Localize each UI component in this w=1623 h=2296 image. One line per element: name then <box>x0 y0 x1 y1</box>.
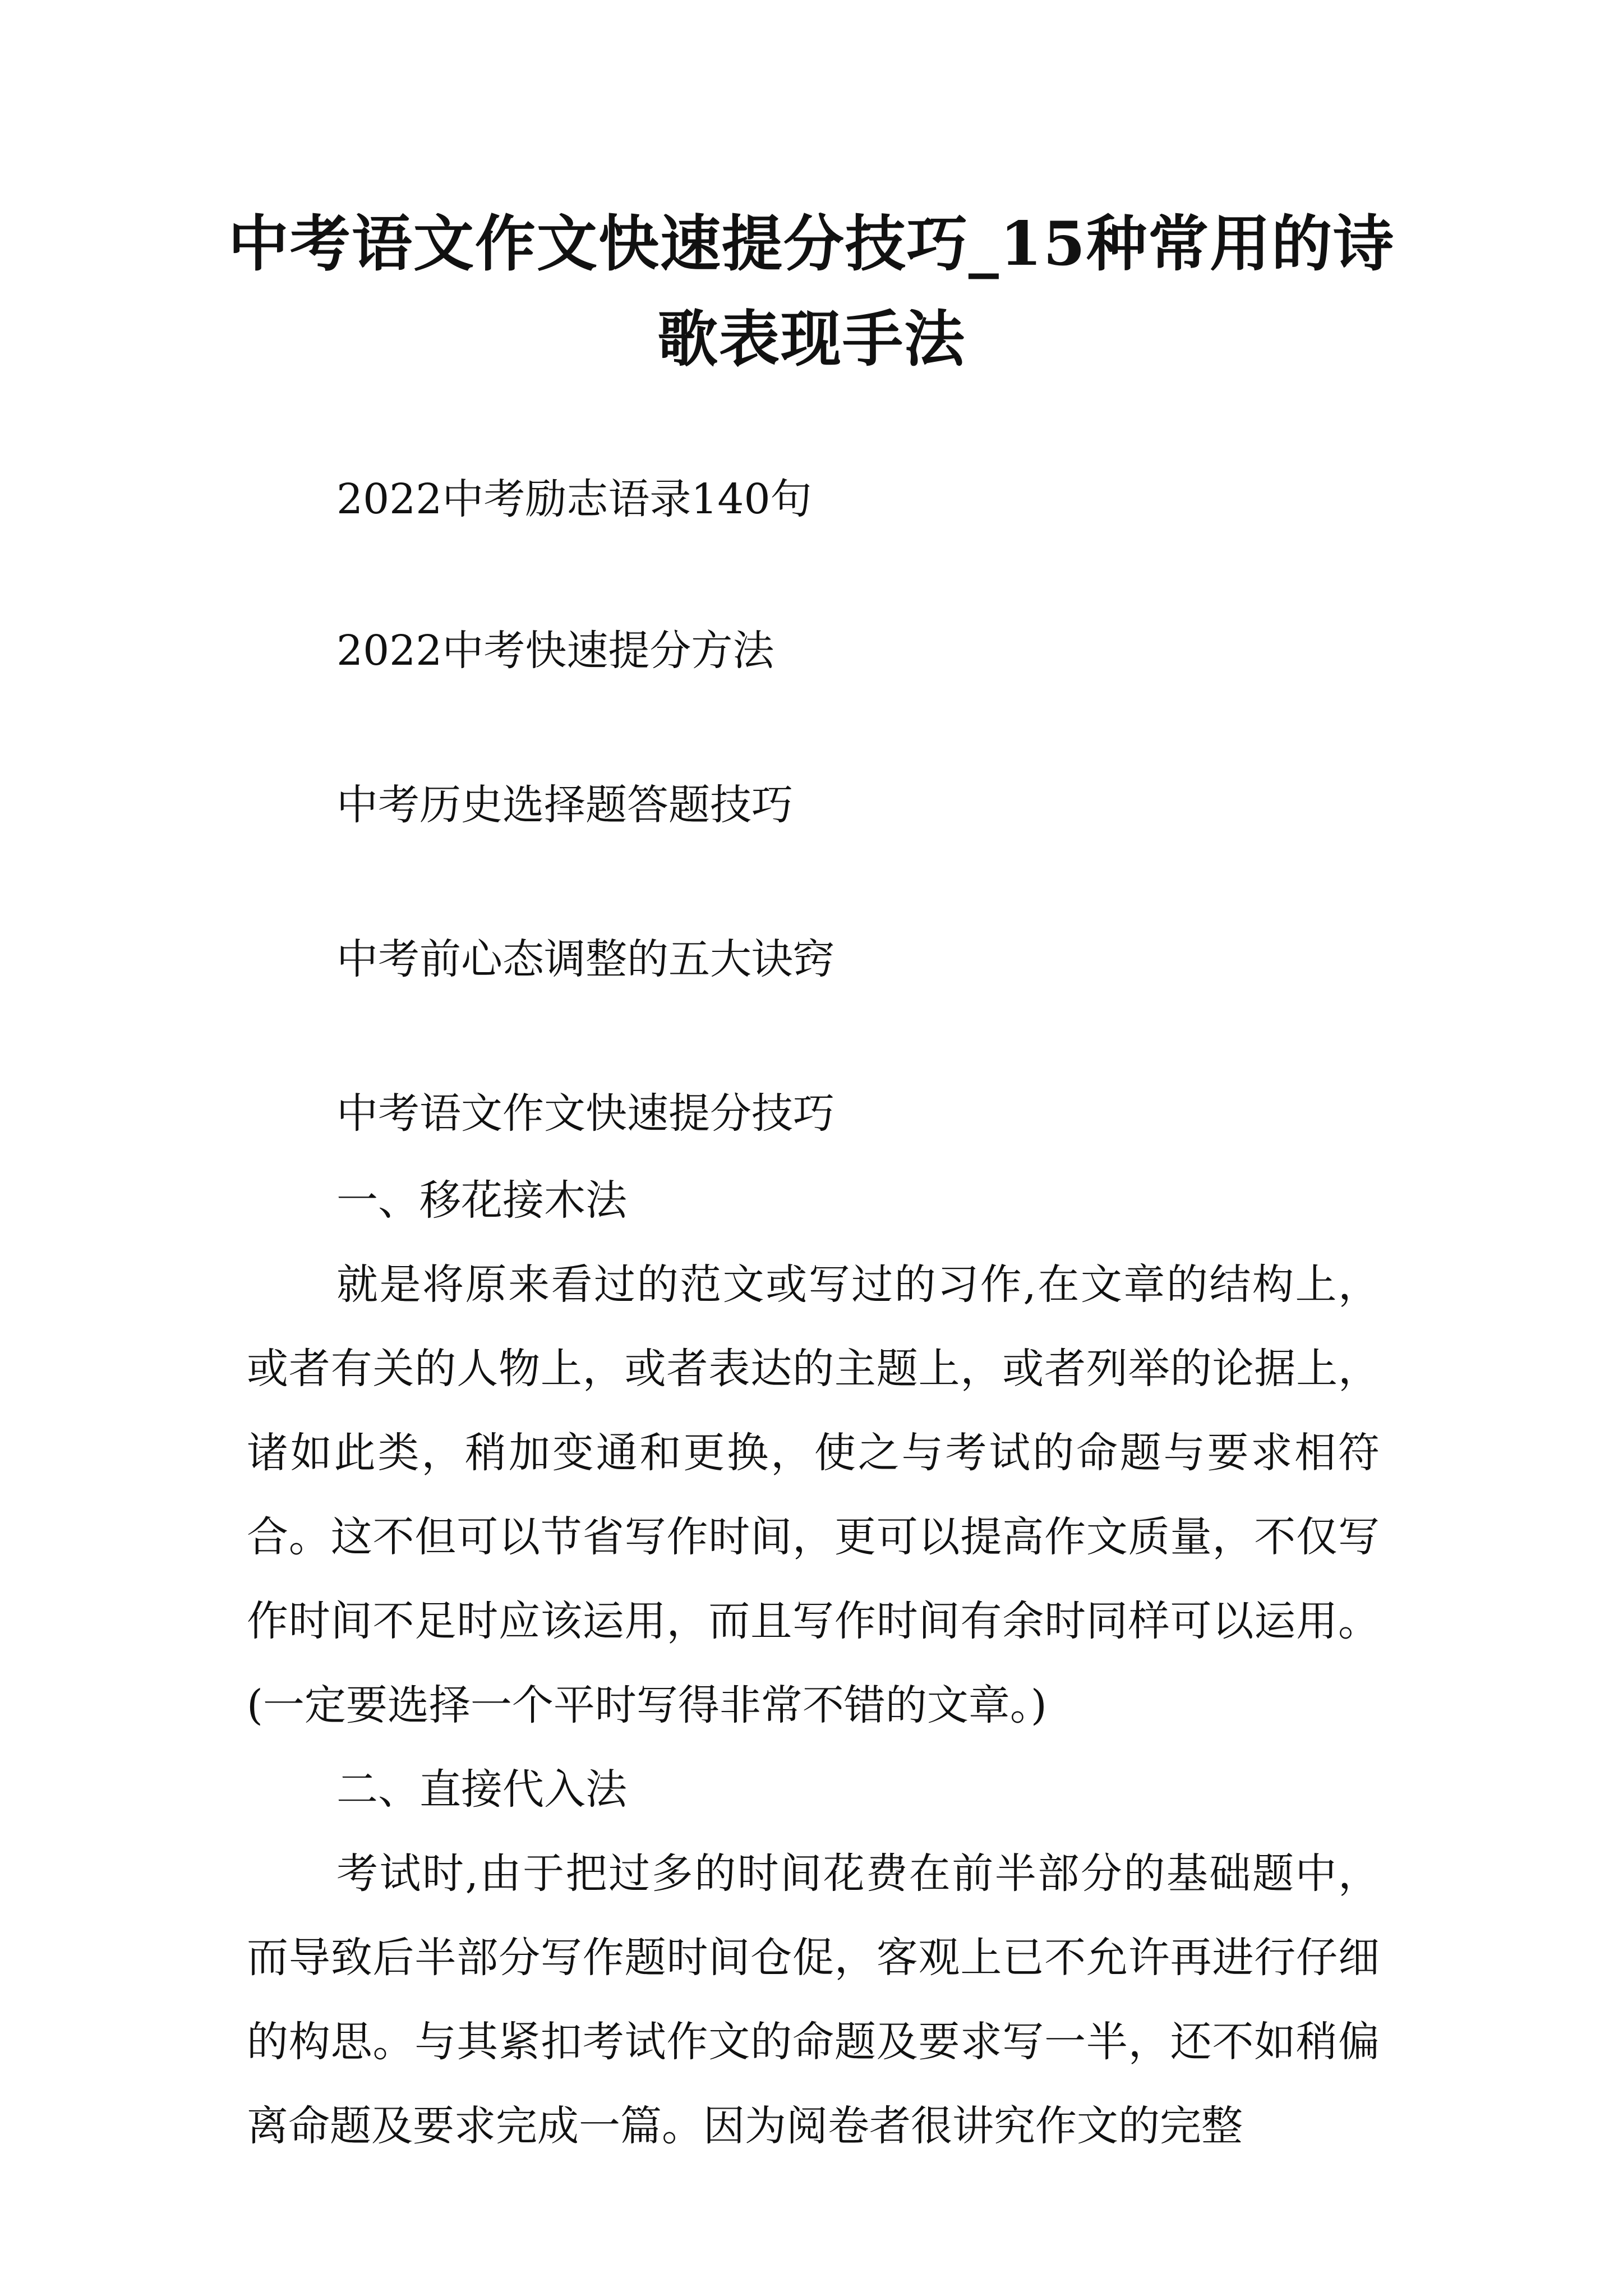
section-heading-1: 一、移花接木法 <box>336 1176 627 1225</box>
article-body <box>247 1158 1380 2168</box>
document-title <box>224 196 1399 387</box>
related-link-1[interactable]: 2022中考励志语录140句 <box>336 475 812 523</box>
title-line-2: 歌表现手法 <box>657 304 966 375</box>
section-paragraph-1: 就是将原来看过的范文或写过的习作,在文章的结构上，或者有关的人物上，或者表达的主题上，或者列举的论据上，诸如此类，稍加变通和更换，使之与考试的命题与要求相符合。这不但可以节省写作时间，更可以提高作文质量，不仅写作时间不足时应该运用，而且写作时间有余时同样可以运用。(一定要选择一个平时写得非常不错的文章。) <box>247 1260 1380 1729</box>
related-link-5[interactable]: 中考语文作文快速提分技巧 <box>336 1089 834 1138</box>
section-paragraph-2: 考试时,由于把过多的时间花费在前半部分的基础题中，而导致后半部分写作题时间仓促，客观上已不允许再进行仔细的构思。与其紧扣考试作文的命题及要求写一半，还不如稍偏离命题及要求完成一篇。因为阅卷者很讲究作文的完整 <box>247 1849 1380 2150</box>
related-link-2[interactable]: 2022中考快速提分方法 <box>336 627 774 675</box>
title-line-1: 中考语文作文快速提分技巧_15种常用的诗 <box>228 209 1395 279</box>
related-link-3[interactable]: 中考历史选择题答题技巧 <box>336 781 793 829</box>
section-heading-2: 二、直接代入法 <box>336 1765 627 1814</box>
related-link-4[interactable]: 中考前心态调整的五大诀窍 <box>336 935 834 983</box>
